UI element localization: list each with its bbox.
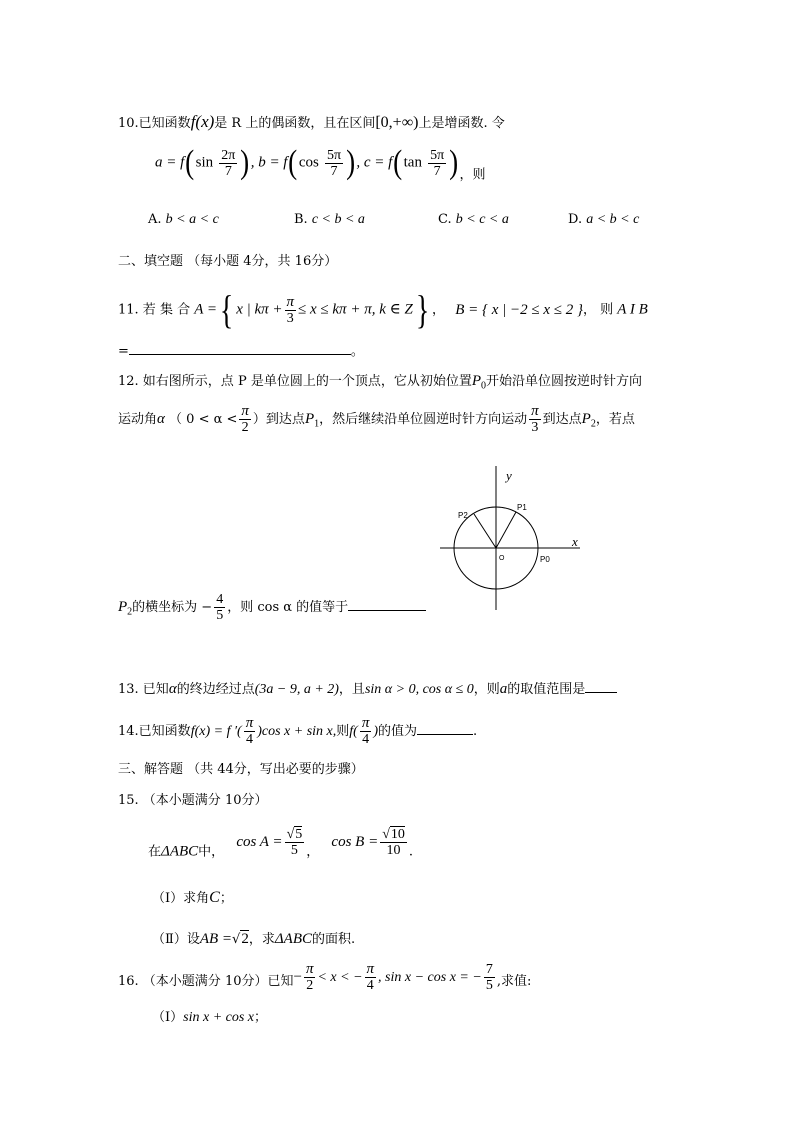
frac-5pi-7-b — [428, 148, 446, 179]
frac-num: π — [366, 961, 375, 977]
frac-den: 5 — [290, 843, 298, 858]
frac-den: 5 — [485, 978, 493, 993]
frac-num: 5π — [430, 147, 445, 163]
period: . — [473, 724, 478, 739]
q16-i-text: （Ⅰ） — [152, 1010, 184, 1025]
q10-definitions — [155, 146, 486, 183]
q11-text: 11. 若 集 合 — [118, 302, 191, 318]
q15-i-text: （Ⅰ）求角 — [152, 891, 210, 906]
period: . — [408, 844, 414, 860]
frac-num: √10 — [382, 827, 405, 842]
q12-text3a: 的横坐标为 − — [132, 600, 213, 615]
q16-line — [118, 962, 531, 993]
paren-right: ) — [346, 144, 356, 181]
frac-den: 7 — [224, 163, 232, 179]
frac-den: 4 — [245, 732, 253, 747]
radicand: 5 — [295, 827, 303, 842]
q12-line2 — [118, 404, 635, 435]
unit-circle-diagram — [436, 462, 586, 612]
q12-text2c: 到达点 — [542, 412, 582, 427]
frac-den: 10 — [386, 843, 401, 858]
radius-p1 — [496, 512, 516, 548]
paren-left: ( — [288, 144, 298, 181]
cos-b: cos B = — [331, 833, 379, 850]
q15-ii-c: 的面积. — [312, 932, 356, 947]
p1-point-label: P1 — [517, 503, 527, 512]
alpha: α — [157, 411, 165, 427]
brace-right: } — [415, 287, 430, 332]
frac-den: 2 — [306, 978, 314, 993]
p0-sub: 0 — [481, 380, 486, 392]
frac-den: 4 — [362, 732, 370, 747]
p0-label: P — [471, 373, 481, 389]
cos-label: cos — [298, 154, 319, 171]
q14-close: ) — [373, 724, 379, 739]
frac-num: π — [305, 961, 314, 977]
var-a: a — [499, 681, 508, 697]
def-a: a = f — [155, 154, 185, 171]
frac-num: 4 — [216, 592, 224, 607]
q11-answer-line — [118, 340, 364, 359]
frac-pi-2 — [239, 404, 251, 435]
p1-sub: 1 — [314, 418, 320, 430]
q15-part-ii: （Ⅱ）设AB =√2，求ΔABC的面积. — [152, 931, 356, 947]
frac-7-5 — [484, 962, 495, 993]
frac-5pi-7 — [325, 148, 343, 179]
origin-label: O — [499, 555, 505, 562]
option-d-text: a < b < c — [586, 212, 640, 227]
alpha: α — [168, 681, 177, 697]
p2-sub: 2 — [590, 418, 596, 430]
then-text: ， 则 — [583, 302, 614, 318]
q15-in: 在 — [148, 844, 162, 860]
radius-p2 — [474, 514, 496, 548]
p1-label: P — [304, 411, 315, 427]
sep: ， — [306, 844, 320, 860]
frac-num: 2π — [221, 147, 236, 163]
def-c: , c = f — [356, 154, 393, 171]
q14-f: f( — [349, 724, 358, 739]
q16-text: 16. （本小题满分 10分）已知 — [118, 974, 294, 989]
frac-num: 5π — [326, 147, 342, 163]
q12-text3b: ，则 cos α 的值等于 — [227, 600, 349, 615]
q13-text-c: ，且 — [338, 682, 365, 697]
q10-interval: [0,+∞) — [375, 114, 419, 131]
frac-num: √5 — [286, 827, 303, 842]
q14-text-c: 则 — [336, 724, 350, 739]
q16-eq: , sin x − cos x = − — [378, 970, 482, 985]
q13-point: (3a − 9, a + 2) — [254, 682, 339, 697]
q10-text: 10.已知函数 — [118, 116, 191, 131]
frac-sqrt10-10 — [380, 826, 407, 858]
frac-pi-4 — [244, 716, 256, 747]
cond-b: ）到达点 — [252, 412, 305, 427]
frac-num: π — [361, 715, 370, 731]
set-a-part2: ≤ x ≤ kπ + π, k ∈ Z — [298, 301, 413, 318]
q11-answer-blank[interactable] — [129, 354, 351, 355]
frac-den: 5 — [216, 608, 224, 623]
paren-right: ) — [240, 144, 250, 181]
frac-pi-4-b — [360, 716, 372, 747]
option-label: A. — [148, 212, 162, 227]
q14-line — [118, 716, 477, 747]
q10-option-a — [148, 212, 219, 228]
then-text: ，则 — [459, 167, 486, 183]
frac-pi-3 — [285, 295, 297, 326]
q13-line — [118, 678, 617, 698]
q11-line — [118, 287, 648, 332]
frac-num: 7 — [485, 962, 493, 977]
frac-num: π — [286, 293, 295, 310]
p2-label: P — [118, 599, 128, 615]
q14-text: 14.已知函数 — [118, 724, 191, 739]
option-label: B. — [294, 212, 308, 227]
ab-eq: AB = — [199, 931, 233, 947]
frac-num: π — [531, 403, 539, 419]
cos-a: cos A = — [236, 833, 283, 850]
q16-part-i — [152, 1006, 267, 1026]
q10-line1 — [118, 112, 505, 132]
q13-text: 13. 已知 — [118, 682, 169, 697]
a-intersect-b: A I B — [617, 301, 648, 318]
q15-part-i — [152, 887, 233, 907]
option-label: C. — [438, 212, 452, 227]
equals: = — [118, 344, 129, 359]
q12-text1: 12. 如右图所示，点 P 是单位圆上的一个顶点，它从初始位置 — [118, 374, 472, 389]
q12-text2a: 运动角 — [118, 412, 158, 427]
q12-line3 — [118, 592, 426, 623]
q16-tail: ,求值: — [496, 974, 532, 989]
q12-text2d: ，若点 — [595, 412, 635, 427]
paren-right: ) — [449, 144, 459, 181]
set-a-label: A = — [194, 301, 217, 318]
q15-given — [148, 826, 413, 861]
q13-condition: sin α > 0, cos α ≤ 0 — [364, 682, 474, 697]
q13-text-e: 的取值范围是 — [507, 682, 586, 697]
brace-left: { — [219, 287, 234, 332]
triangle-abc: ΔABC — [161, 843, 199, 860]
p2-label: P — [581, 411, 591, 427]
q15-heading: 15. （本小题满分 10分） — [118, 793, 268, 808]
frac-4-5 — [214, 592, 225, 623]
frac-sqrt5-5 — [285, 826, 305, 858]
q10-text-c: 上是增函数. 令 — [418, 116, 505, 131]
frac-den: 4 — [366, 978, 374, 993]
frac-den: 3 — [531, 420, 539, 435]
q10-fx: f(x) — [190, 112, 215, 131]
radicand: 10 — [390, 827, 405, 842]
q14-answer-blank[interactable] — [417, 734, 473, 735]
paren-left: ( — [393, 144, 403, 181]
q16-ineq: < x < − — [317, 970, 363, 985]
semicolon: ； — [219, 891, 233, 906]
option-label: D. — [568, 212, 583, 227]
q12-line1 — [118, 370, 642, 392]
sin-label: sin — [195, 154, 214, 171]
option-a-text: b < a < c — [165, 212, 219, 227]
q12-text1b: 开始沿单位圆按逆时针方向 — [486, 374, 643, 389]
section-3-heading: 三、解答题 （共 44分，写出必要的步骤） — [118, 762, 364, 777]
frac-den: 3 — [286, 310, 294, 326]
frac-den: 2 — [241, 420, 249, 435]
p2-sub: 2 — [127, 606, 133, 618]
cond-a: （ 0 < α < — [169, 412, 238, 427]
comma: ， — [432, 302, 446, 318]
section-2-heading: 二、填空题 （每小题 4分，共 16分） — [118, 254, 338, 269]
q15-ii-b: ，求 — [248, 932, 275, 947]
p0-point-label: P0 — [540, 555, 550, 564]
frac-num: π — [241, 403, 249, 419]
angle-c: C — [209, 889, 220, 906]
q13-text-d: ，则 — [473, 682, 500, 697]
option-b-text: c < b < a — [311, 212, 365, 227]
frac-pi-4 — [365, 962, 377, 993]
q16-expr: sin x + cos x — [183, 1010, 255, 1025]
tan-label: tan — [403, 154, 422, 171]
frac-pi-3 — [529, 404, 541, 435]
frac-den: 7 — [433, 163, 441, 179]
y-label: y — [506, 468, 512, 483]
q14-fx: f(x) = f ′( — [190, 724, 242, 739]
q14-text-e: 的值为 — [378, 724, 418, 739]
frac-den: 7 — [330, 163, 338, 179]
q15-mid: 中， — [198, 844, 225, 860]
minus: − — [293, 969, 302, 985]
q12-text2b: ，然后继续沿单位圆逆时针方向运动 — [319, 412, 528, 427]
set-a-part1: x | kπ + — [236, 301, 283, 318]
semicolon: ； — [254, 1010, 268, 1025]
q14-expr: )cos x + sin x, — [257, 724, 337, 739]
q15-ii-text: （Ⅱ）设 — [152, 932, 200, 947]
q13-text-b: 的终边经过点 — [176, 682, 255, 697]
q12-answer-blank[interactable] — [348, 610, 426, 611]
q10-option-c — [438, 212, 509, 228]
period: 。 — [350, 344, 364, 359]
q13-answer-blank[interactable] — [585, 692, 617, 693]
paren-left: ( — [185, 144, 195, 181]
q10-option-d — [568, 212, 639, 228]
set-b: B = { x | −2 ≤ x ≤ 2 } — [455, 301, 583, 318]
frac-2pi-7 — [219, 148, 237, 179]
def-b: , b = f — [250, 154, 288, 171]
triangle-abc: ΔABC — [274, 931, 312, 947]
option-c-text: b < c < a — [455, 212, 509, 227]
sqrt-2: 2 — [241, 931, 249, 947]
frac-pi-2 — [304, 962, 316, 993]
x-label: x — [572, 534, 578, 549]
q10-option-b — [294, 212, 365, 228]
p2-point-label: P2 — [458, 511, 468, 520]
q10-text-b: 是 R 上的偶函数，且在区间 — [214, 116, 376, 131]
frac-num: π — [245, 715, 254, 731]
